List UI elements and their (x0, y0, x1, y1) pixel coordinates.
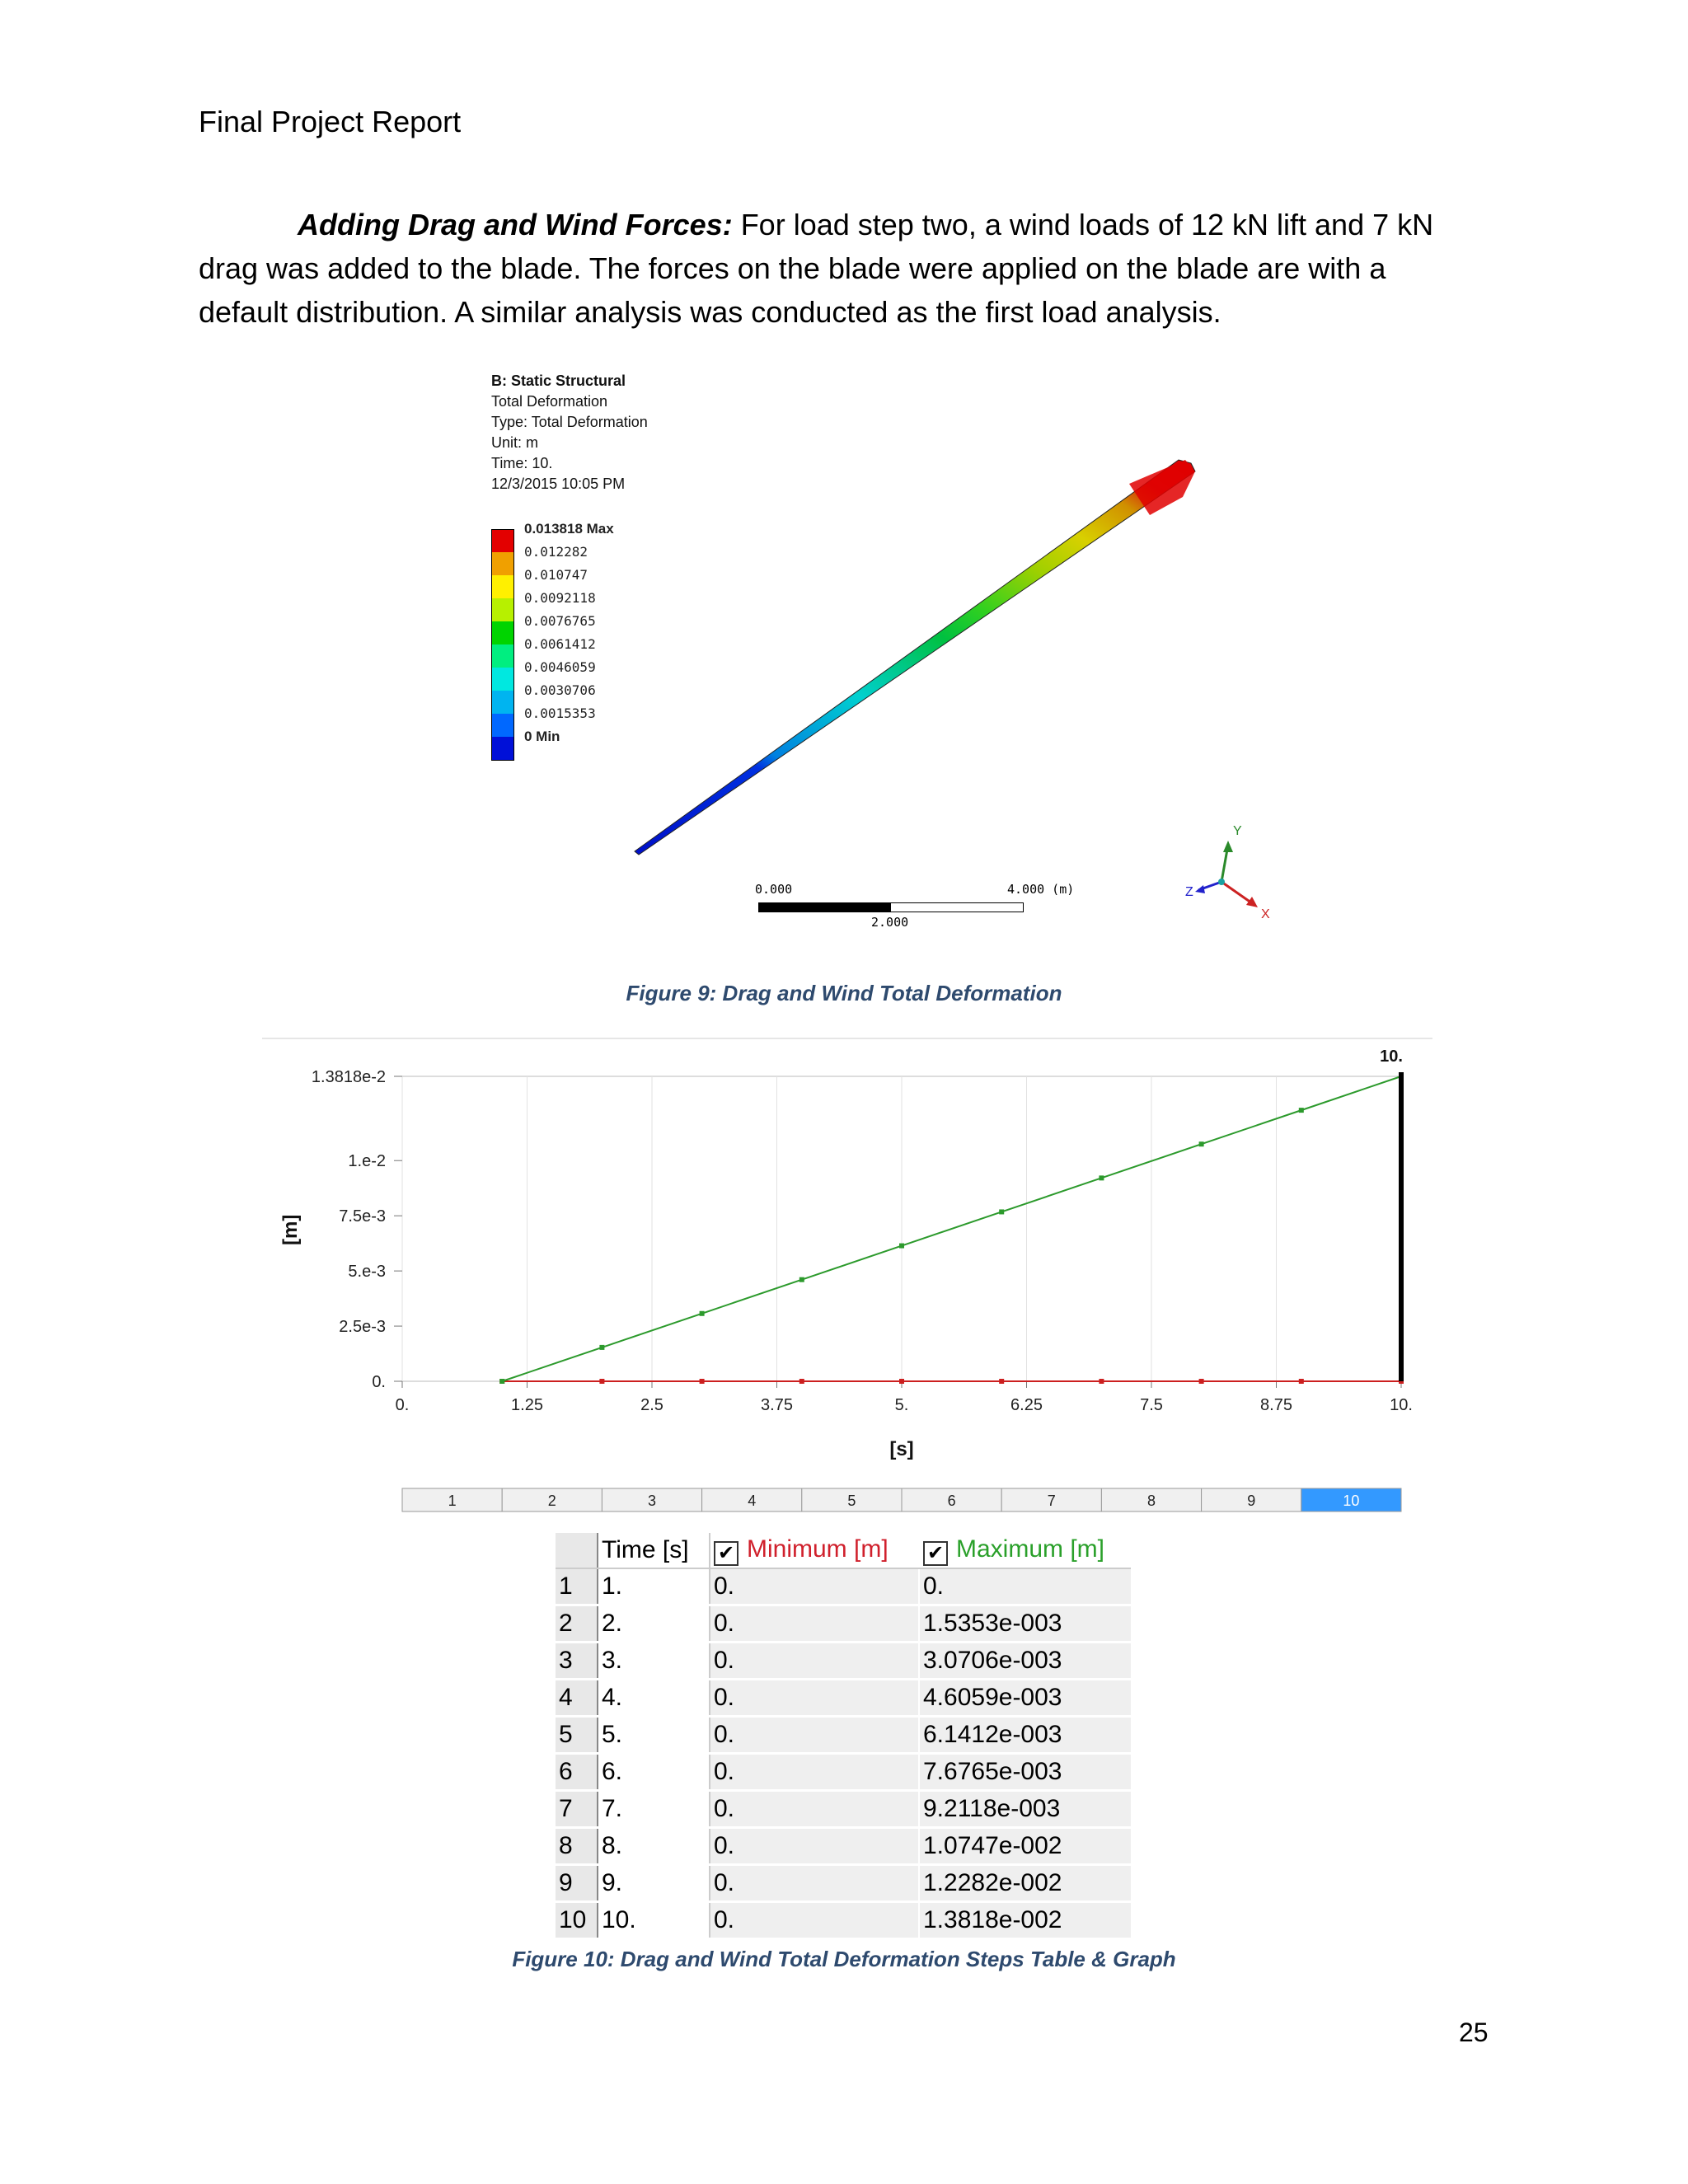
deformation-steps-table (556, 1533, 1131, 1940)
y-tick-label: 7.5e-3 (339, 1207, 386, 1226)
row-number: 10 (556, 1902, 598, 1939)
body-paragraph (199, 203, 1451, 334)
table-row (556, 1754, 1131, 1791)
table-row (556, 1568, 1131, 1605)
row-number: 7 (556, 1791, 598, 1828)
legend-label: 0.0015353 (524, 705, 596, 721)
figure-9-deformation-contour (478, 371, 1302, 948)
minimum-cell: 0. (710, 1605, 919, 1643)
row-number: 1 (556, 1568, 598, 1605)
scale-bar (755, 882, 1088, 931)
table-row (556, 1865, 1131, 1902)
minimum-cell: 0. (710, 1828, 919, 1865)
row-number: 9 (556, 1865, 598, 1902)
x-axis-label: [s] (889, 1438, 914, 1460)
data-point (1099, 1379, 1104, 1384)
data-point (700, 1311, 705, 1316)
minimum-column-header (710, 1533, 919, 1568)
axis-x-label: X (1261, 907, 1270, 921)
figure-10-caption: Figure 10: Drag and Wind Total Deformation Steps Table & Graph (512, 1947, 1176, 1971)
x-tick-label: 0. (395, 1396, 410, 1414)
time-cell: 4. (598, 1680, 710, 1717)
maximum-cell: 4.6059e-003 (919, 1680, 1131, 1717)
data-point (799, 1277, 804, 1282)
step-label: 1 (448, 1493, 457, 1509)
table-row (556, 1605, 1131, 1643)
info-date: 12/3/2015 10:05 PM (491, 476, 626, 492)
paragraph-lead: Adding Drag and Wind Forces: (298, 208, 733, 241)
scale-label-end: 4.000 (m) (1007, 882, 1075, 897)
minimum-cell: 0. (710, 1791, 919, 1828)
axis-triad-icon (1187, 816, 1286, 923)
minimum-checkbox[interactable]: ✔ (714, 1541, 738, 1566)
maximum-checkbox[interactable]: ✔ (923, 1541, 948, 1566)
figure-9-caption: Figure 9: Drag and Wind Total Deformation (626, 981, 1062, 1005)
maximum-cell: 6.1412e-003 (919, 1717, 1131, 1754)
scale-bar-graphic (758, 902, 1024, 912)
y-tick-label: 0. (372, 1373, 386, 1391)
table-row (556, 1828, 1131, 1865)
data-point (1299, 1108, 1304, 1113)
info-time: Time: 10. (491, 455, 553, 471)
table-row (556, 1643, 1131, 1680)
time-cell: 3. (598, 1643, 710, 1680)
scale-label-start: 0.000 (755, 882, 793, 897)
data-point (1199, 1141, 1204, 1146)
minimum-header-label: Minimum [m] (747, 1535, 889, 1563)
maximum-cell: 9.2118e-003 (919, 1791, 1131, 1828)
table-row (556, 1902, 1131, 1939)
time-cell: 9. (598, 1865, 710, 1902)
data-point (899, 1244, 904, 1249)
scale-label-mid: 2.000 (871, 915, 909, 930)
data-point (700, 1379, 705, 1384)
data-point (799, 1379, 804, 1384)
x-tick-label: 1.25 (511, 1396, 543, 1414)
x-tick-label: 5. (894, 1396, 909, 1414)
axis-z-label: Z (1185, 885, 1193, 899)
minimum-cell: 0. (710, 1902, 919, 1939)
time-cell: 5. (598, 1717, 710, 1754)
legend-label: 0.0076765 (524, 613, 596, 629)
time-cell: 8. (598, 1828, 710, 1865)
legend-label: 0.0046059 (524, 659, 596, 675)
x-tick-label: 7.5 (1140, 1396, 1163, 1414)
y-tick-label: 1.e-2 (348, 1152, 386, 1171)
maximum-cell: 1.3818e-002 (919, 1902, 1131, 1939)
minimum-cell: 0. (710, 1568, 919, 1605)
info-unit: Unit: m (491, 434, 539, 451)
maximum-cell: 7.6765e-003 (919, 1754, 1131, 1791)
data-point (1299, 1379, 1304, 1384)
y-axis-label: [m] (279, 1214, 302, 1245)
legend-label: 0.012282 (524, 544, 588, 560)
data-point (499, 1379, 504, 1384)
maximum-cell: 1.5353e-003 (919, 1605, 1131, 1643)
step-label: 2 (547, 1493, 556, 1509)
legend-label: 0.010747 (524, 567, 588, 583)
step-label: 10 (1343, 1493, 1360, 1509)
minimum-cell: 0. (710, 1680, 919, 1717)
row-number: 3 (556, 1643, 598, 1680)
time-cell: 2. (598, 1605, 710, 1643)
data-point (599, 1345, 604, 1350)
x-tick-label: 3.75 (761, 1396, 793, 1414)
x-tick-label: 10. (1390, 1396, 1413, 1414)
maximum-header-label: Maximum [m] (956, 1535, 1104, 1563)
legend-label: 0.0030706 (524, 682, 596, 698)
x-tick-label: 6.25 (1010, 1396, 1043, 1414)
page-number: 25 (1459, 2018, 1489, 2047)
data-point (599, 1379, 604, 1384)
table-row (556, 1717, 1131, 1754)
info-analysis: B: Static Structural (491, 373, 626, 389)
x-tick-label: 2.5 (640, 1396, 663, 1414)
table-row (556, 1680, 1131, 1717)
step-label: 4 (748, 1493, 757, 1509)
minimum-cell: 0. (710, 1643, 919, 1680)
info-type: Type: Total Deformation (491, 414, 648, 430)
row-number-header (556, 1533, 598, 1568)
y-tick-label: 1.3818e-2 (311, 1068, 386, 1086)
row-number: 6 (556, 1754, 598, 1791)
step-label: 3 (647, 1493, 657, 1509)
legend-label: 0.0061412 (524, 636, 596, 652)
time-cell: 7. (598, 1791, 710, 1828)
step-label: 7 (1047, 1493, 1056, 1509)
x-tick-label: 8.75 (1260, 1396, 1292, 1414)
step-label: 6 (947, 1493, 956, 1509)
row-number: 2 (556, 1605, 598, 1643)
time-column-header: Time [s] (598, 1533, 710, 1568)
time-cell: 10. (598, 1902, 710, 1939)
blade-body (635, 460, 1195, 855)
step-label: 8 (1146, 1493, 1156, 1509)
table-header-row (556, 1533, 1131, 1568)
data-point (1199, 1379, 1204, 1384)
current-time-label: 10. (1380, 1047, 1403, 1066)
maximum-cell: 0. (919, 1568, 1131, 1605)
maximum-column-header (919, 1533, 1131, 1568)
minimum-cell: 0. (710, 1717, 919, 1754)
axis-y-label: Y (1233, 824, 1242, 838)
row-number: 4 (556, 1680, 598, 1717)
y-tick-label: 2.5e-3 (339, 1318, 386, 1337)
data-point (999, 1209, 1004, 1214)
legend-label: 0 Min (524, 729, 560, 744)
data-point (1099, 1175, 1104, 1180)
info-result: Total Deformation (491, 393, 608, 410)
maximum-cell: 3.0706e-003 (919, 1643, 1131, 1680)
running-header: Final Project Report (199, 105, 462, 138)
time-cell: 1. (598, 1568, 710, 1605)
paragraph-body: For load step two, a wind loads of 12 kN lift and 7 kN drag was added to the blade. The forces on the blade were applied on the blade are with a default distribution. A similar analysis was conducted as the first load analysis. (199, 208, 1434, 329)
data-point (999, 1379, 1004, 1384)
deformation-vs-time-chart (262, 1035, 1432, 1509)
step-label: 5 (847, 1493, 856, 1509)
data-point (899, 1379, 904, 1384)
minimum-cell: 0. (710, 1865, 919, 1902)
time-cell: 6. (598, 1754, 710, 1791)
legend-label: 0.013818 Max (524, 521, 614, 537)
row-number: 8 (556, 1828, 598, 1865)
table-row (556, 1791, 1131, 1828)
row-number: 5 (556, 1717, 598, 1754)
maximum-cell: 1.2282e-002 (919, 1865, 1131, 1902)
y-tick-label: 5.e-3 (348, 1263, 386, 1282)
minimum-cell: 0. (710, 1754, 919, 1791)
blade-model (478, 371, 1302, 882)
maximum-cell: 1.0747e-002 (919, 1828, 1131, 1865)
step-label: 9 (1247, 1493, 1256, 1509)
legend-label: 0.0092118 (524, 590, 596, 606)
